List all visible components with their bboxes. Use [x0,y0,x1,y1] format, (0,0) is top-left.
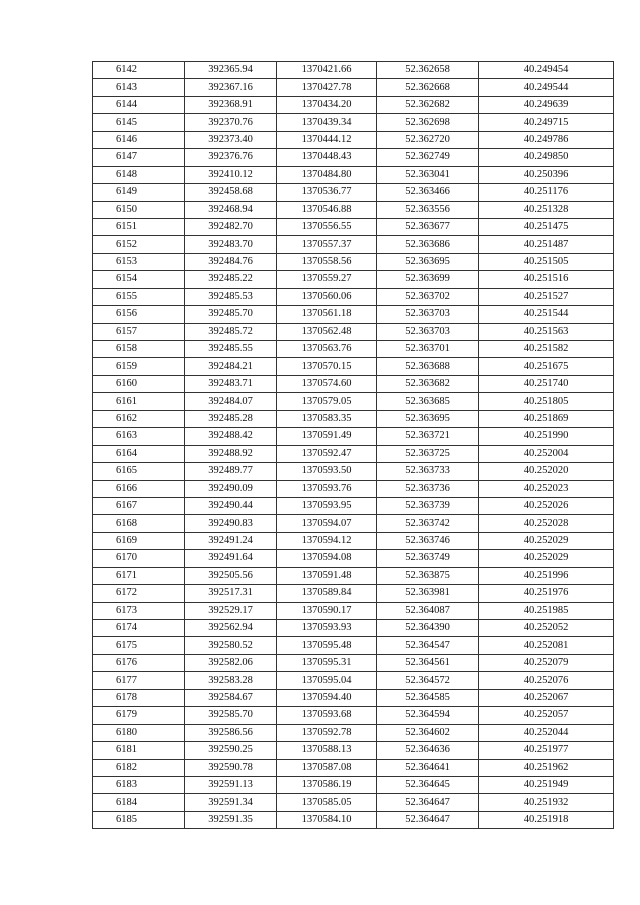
y-coordinate-cell: 1370559.27 [277,271,377,288]
point-number-cell: 6171 [93,567,185,584]
x-coordinate-cell: 392488.92 [185,445,277,462]
x-coordinate-cell: 392505.56 [185,567,277,584]
table-row [93,393,614,410]
longitude-cell: 52.363688 [377,358,479,375]
longitude-cell: 52.364585 [377,689,479,706]
x-coordinate-cell: 392489.77 [185,463,277,480]
longitude-cell: 52.363725 [377,445,479,462]
point-number-cell: 6145 [93,114,185,131]
longitude-cell: 52.363875 [377,567,479,584]
point-number-cell: 6153 [93,253,185,270]
x-coordinate-cell: 392484.07 [185,393,277,410]
x-coordinate-cell: 392590.25 [185,742,277,759]
x-coordinate-cell: 392482.70 [185,218,277,235]
x-coordinate-cell: 392585.70 [185,707,277,724]
latitude-cell: 40.249639 [479,96,614,113]
point-number-cell: 6148 [93,166,185,183]
latitude-cell: 40.252023 [479,480,614,497]
x-coordinate-cell: 392485.55 [185,341,277,358]
table-row [93,550,614,567]
point-number-cell: 6158 [93,341,185,358]
latitude-cell: 40.251918 [479,811,614,828]
y-coordinate-cell: 1370595.04 [277,672,377,689]
longitude-cell: 52.363682 [377,375,479,392]
y-coordinate-cell: 1370444.12 [277,131,377,148]
y-coordinate-cell: 1370593.93 [277,620,377,637]
latitude-cell: 40.251475 [479,218,614,235]
table-row [93,689,614,706]
y-coordinate-cell: 1370591.48 [277,567,377,584]
point-number-cell: 6170 [93,550,185,567]
table-row [93,445,614,462]
x-coordinate-cell: 392368.91 [185,96,277,113]
latitude-cell: 40.251869 [479,410,614,427]
longitude-cell: 52.364636 [377,742,479,759]
point-number-cell: 6184 [93,794,185,811]
x-coordinate-cell: 392488.42 [185,428,277,445]
longitude-cell: 52.363686 [377,236,479,253]
y-coordinate-cell: 1370591.49 [277,428,377,445]
longitude-cell: 52.363733 [377,463,479,480]
point-number-cell: 6163 [93,428,185,445]
x-coordinate-cell: 392483.70 [185,236,277,253]
longitude-cell: 52.364647 [377,811,479,828]
y-coordinate-cell: 1370421.66 [277,62,377,79]
y-coordinate-cell: 1370594.12 [277,532,377,549]
latitude-cell: 40.252052 [479,620,614,637]
longitude-cell: 52.363699 [377,271,479,288]
longitude-cell: 52.362682 [377,96,479,113]
table-row [93,759,614,776]
longitude-cell: 52.363695 [377,410,479,427]
y-coordinate-cell: 1370586.19 [277,776,377,793]
x-coordinate-cell: 392370.76 [185,114,277,131]
point-number-cell: 6146 [93,131,185,148]
table-row [93,811,614,828]
latitude-cell: 40.251176 [479,184,614,201]
x-coordinate-cell: 392490.83 [185,515,277,532]
latitude-cell: 40.249715 [479,114,614,131]
point-number-cell: 6179 [93,707,185,724]
latitude-cell: 40.251996 [479,567,614,584]
x-coordinate-cell: 392529.17 [185,602,277,619]
longitude-cell: 52.364561 [377,654,479,671]
latitude-cell: 40.251505 [479,253,614,270]
y-coordinate-cell: 1370574.60 [277,375,377,392]
table-row [93,236,614,253]
x-coordinate-cell: 392584.67 [185,689,277,706]
x-coordinate-cell: 392410.12 [185,166,277,183]
table-row [93,637,614,654]
y-coordinate-cell: 1370563.76 [277,341,377,358]
latitude-cell: 40.251990 [479,428,614,445]
latitude-cell: 40.251563 [479,323,614,340]
longitude-cell: 52.363556 [377,201,479,218]
point-number-cell: 6147 [93,149,185,166]
x-coordinate-cell: 392367.16 [185,79,277,96]
point-number-cell: 6164 [93,445,185,462]
point-number-cell: 6154 [93,271,185,288]
longitude-cell: 52.362698 [377,114,479,131]
x-coordinate-cell: 392490.44 [185,497,277,514]
point-number-cell: 6167 [93,497,185,514]
y-coordinate-cell: 1370592.47 [277,445,377,462]
point-number-cell: 6169 [93,532,185,549]
y-coordinate-cell: 1370561.18 [277,306,377,323]
latitude-cell: 40.251949 [479,776,614,793]
x-coordinate-cell: 392586.56 [185,724,277,741]
point-number-cell: 6172 [93,585,185,602]
x-coordinate-cell: 392591.34 [185,794,277,811]
coordinates-table-body [93,62,614,829]
x-coordinate-cell: 392591.13 [185,776,277,793]
y-coordinate-cell: 1370595.48 [277,637,377,654]
point-number-cell: 6182 [93,759,185,776]
longitude-cell: 52.363702 [377,288,479,305]
x-coordinate-cell: 392485.28 [185,410,277,427]
latitude-cell: 40.252020 [479,463,614,480]
latitude-cell: 40.252081 [479,637,614,654]
table-row [93,131,614,148]
latitude-cell: 40.252044 [479,724,614,741]
x-coordinate-cell: 392483.71 [185,375,277,392]
y-coordinate-cell: 1370594.40 [277,689,377,706]
y-coordinate-cell: 1370484.80 [277,166,377,183]
y-coordinate-cell: 1370587.08 [277,759,377,776]
point-number-cell: 6143 [93,79,185,96]
latitude-cell: 40.250396 [479,166,614,183]
x-coordinate-cell: 392583.28 [185,672,277,689]
table-row [93,602,614,619]
latitude-cell: 40.251675 [479,358,614,375]
table-row [93,620,614,637]
y-coordinate-cell: 1370590.17 [277,602,377,619]
point-number-cell: 6160 [93,375,185,392]
x-coordinate-cell: 392373.40 [185,131,277,148]
latitude-cell: 40.249454 [479,62,614,79]
y-coordinate-cell: 1370434.20 [277,96,377,113]
table-row [93,672,614,689]
y-coordinate-cell: 1370562.48 [277,323,377,340]
y-coordinate-cell: 1370427.78 [277,79,377,96]
latitude-cell: 40.252067 [479,689,614,706]
table-row [93,253,614,270]
coordinates-table [92,61,614,829]
table-row [93,497,614,514]
point-number-cell: 6174 [93,620,185,637]
point-number-cell: 6165 [93,463,185,480]
x-coordinate-cell: 392517.31 [185,585,277,602]
longitude-cell: 52.363742 [377,515,479,532]
point-number-cell: 6176 [93,654,185,671]
table-row [93,567,614,584]
latitude-cell: 40.252026 [479,497,614,514]
table-row [93,742,614,759]
y-coordinate-cell: 1370594.07 [277,515,377,532]
point-number-cell: 6159 [93,358,185,375]
table-row [93,654,614,671]
y-coordinate-cell: 1370592.78 [277,724,377,741]
x-coordinate-cell: 392582.06 [185,654,277,671]
point-number-cell: 6151 [93,218,185,235]
y-coordinate-cell: 1370593.68 [277,707,377,724]
y-coordinate-cell: 1370593.50 [277,463,377,480]
longitude-cell: 52.364087 [377,602,479,619]
longitude-cell: 52.363677 [377,218,479,235]
y-coordinate-cell: 1370557.37 [277,236,377,253]
point-number-cell: 6180 [93,724,185,741]
longitude-cell: 52.363749 [377,550,479,567]
longitude-cell: 52.364594 [377,707,479,724]
point-number-cell: 6183 [93,776,185,793]
x-coordinate-cell: 392491.64 [185,550,277,567]
latitude-cell: 40.252076 [479,672,614,689]
longitude-cell: 52.362658 [377,62,479,79]
table-row [93,96,614,113]
latitude-cell: 40.251977 [479,742,614,759]
longitude-cell: 52.363703 [377,323,479,340]
latitude-cell: 40.252004 [479,445,614,462]
longitude-cell: 52.363041 [377,166,479,183]
table-row [93,724,614,741]
latitude-cell: 40.252029 [479,532,614,549]
table-row [93,62,614,79]
table-row [93,480,614,497]
point-number-cell: 6168 [93,515,185,532]
y-coordinate-cell: 1370589.84 [277,585,377,602]
table-row [93,410,614,427]
table-row [93,776,614,793]
point-number-cell: 6162 [93,410,185,427]
latitude-cell: 40.252028 [479,515,614,532]
latitude-cell: 40.252057 [479,707,614,724]
table-row [93,166,614,183]
table-row [93,794,614,811]
longitude-cell: 52.363981 [377,585,479,602]
x-coordinate-cell: 392490.09 [185,480,277,497]
table-row [93,149,614,166]
x-coordinate-cell: 392365.94 [185,62,277,79]
point-number-cell: 6152 [93,236,185,253]
y-coordinate-cell: 1370560.06 [277,288,377,305]
latitude-cell: 40.251962 [479,759,614,776]
x-coordinate-cell: 392485.53 [185,288,277,305]
x-coordinate-cell: 392562.94 [185,620,277,637]
longitude-cell: 52.363736 [377,480,479,497]
point-number-cell: 6144 [93,96,185,113]
x-coordinate-cell: 392580.52 [185,637,277,654]
table-row [93,341,614,358]
y-coordinate-cell: 1370536.77 [277,184,377,201]
y-coordinate-cell: 1370448.43 [277,149,377,166]
x-coordinate-cell: 392484.21 [185,358,277,375]
latitude-cell: 40.251328 [479,201,614,218]
x-coordinate-cell: 392485.70 [185,306,277,323]
latitude-cell: 40.251582 [479,341,614,358]
y-coordinate-cell: 1370558.56 [277,253,377,270]
table-row [93,375,614,392]
table-row [93,184,614,201]
x-coordinate-cell: 392458.68 [185,184,277,201]
latitude-cell: 40.249850 [479,149,614,166]
longitude-cell: 52.364641 [377,759,479,776]
latitude-cell: 40.251985 [479,602,614,619]
latitude-cell: 40.251805 [479,393,614,410]
x-coordinate-cell: 392376.76 [185,149,277,166]
y-coordinate-cell: 1370593.76 [277,480,377,497]
longitude-cell: 52.364647 [377,794,479,811]
longitude-cell: 52.364390 [377,620,479,637]
point-number-cell: 6173 [93,602,185,619]
point-number-cell: 6150 [93,201,185,218]
latitude-cell: 40.251740 [479,375,614,392]
longitude-cell: 52.362720 [377,131,479,148]
latitude-cell: 40.251976 [479,585,614,602]
point-number-cell: 6149 [93,184,185,201]
table-row [93,306,614,323]
latitude-cell: 40.251932 [479,794,614,811]
point-number-cell: 6185 [93,811,185,828]
longitude-cell: 52.362749 [377,149,479,166]
longitude-cell: 52.363466 [377,184,479,201]
y-coordinate-cell: 1370593.95 [277,497,377,514]
y-coordinate-cell: 1370594.08 [277,550,377,567]
y-coordinate-cell: 1370585.05 [277,794,377,811]
latitude-cell: 40.249786 [479,131,614,148]
longitude-cell: 52.362668 [377,79,479,96]
latitude-cell: 40.251527 [479,288,614,305]
point-number-cell: 6166 [93,480,185,497]
point-number-cell: 6155 [93,288,185,305]
latitude-cell: 40.249544 [479,79,614,96]
longitude-cell: 52.364602 [377,724,479,741]
point-number-cell: 6177 [93,672,185,689]
y-coordinate-cell: 1370584.10 [277,811,377,828]
table-row [93,79,614,96]
table-row [93,323,614,340]
y-coordinate-cell: 1370579.05 [277,393,377,410]
x-coordinate-cell: 392485.22 [185,271,277,288]
table-row [93,114,614,131]
latitude-cell: 40.251487 [479,236,614,253]
y-coordinate-cell: 1370595.31 [277,654,377,671]
latitude-cell: 40.251516 [479,271,614,288]
x-coordinate-cell: 392485.72 [185,323,277,340]
table-row [93,585,614,602]
table-row [93,358,614,375]
latitude-cell: 40.252029 [479,550,614,567]
y-coordinate-cell: 1370556.55 [277,218,377,235]
longitude-cell: 52.363695 [377,253,479,270]
longitude-cell: 52.363746 [377,532,479,549]
x-coordinate-cell: 392491.24 [185,532,277,549]
longitude-cell: 52.363721 [377,428,479,445]
x-coordinate-cell: 392484.76 [185,253,277,270]
longitude-cell: 52.363685 [377,393,479,410]
table-row [93,532,614,549]
y-coordinate-cell: 1370583.35 [277,410,377,427]
table-row [93,707,614,724]
x-coordinate-cell: 392591.35 [185,811,277,828]
point-number-cell: 6181 [93,742,185,759]
point-number-cell: 6142 [93,62,185,79]
latitude-cell: 40.252079 [479,654,614,671]
point-number-cell: 6161 [93,393,185,410]
point-number-cell: 6175 [93,637,185,654]
table-row [93,428,614,445]
longitude-cell: 52.364645 [377,776,479,793]
table-row [93,463,614,480]
longitude-cell: 52.363701 [377,341,479,358]
latitude-cell: 40.251544 [479,306,614,323]
longitude-cell: 52.363703 [377,306,479,323]
table-row [93,218,614,235]
point-number-cell: 6157 [93,323,185,340]
point-number-cell: 6178 [93,689,185,706]
y-coordinate-cell: 1370439.34 [277,114,377,131]
longitude-cell: 52.363739 [377,497,479,514]
point-number-cell: 6156 [93,306,185,323]
x-coordinate-cell: 392468.94 [185,201,277,218]
table-row [93,515,614,532]
y-coordinate-cell: 1370546.88 [277,201,377,218]
longitude-cell: 52.364547 [377,637,479,654]
table-row [93,201,614,218]
y-coordinate-cell: 1370588.13 [277,742,377,759]
longitude-cell: 52.364572 [377,672,479,689]
x-coordinate-cell: 392590.78 [185,759,277,776]
table-row [93,288,614,305]
table-row [93,271,614,288]
y-coordinate-cell: 1370570.15 [277,358,377,375]
